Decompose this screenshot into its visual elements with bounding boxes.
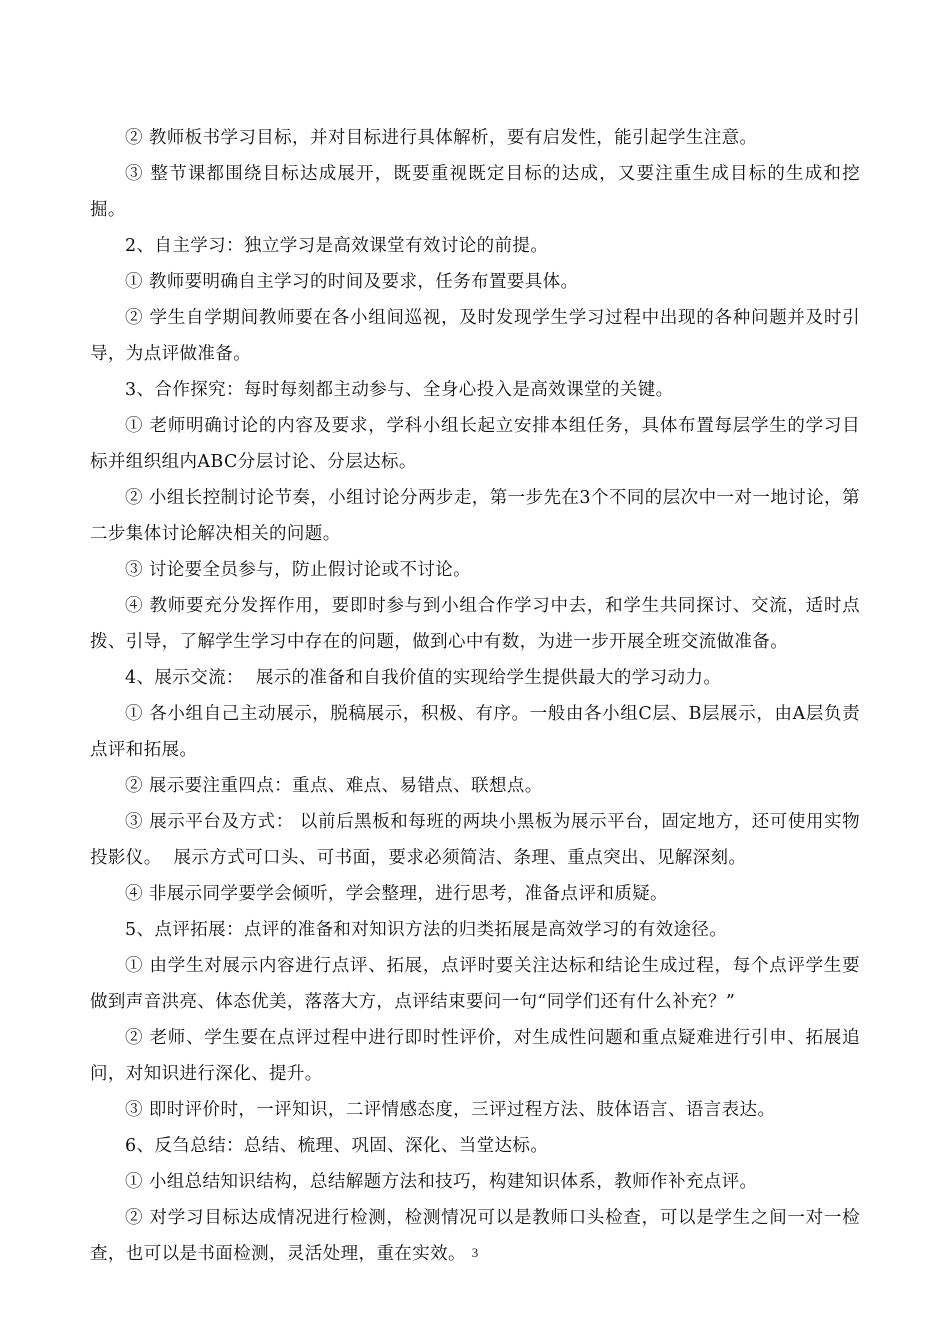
paragraph: ① 老师明确讨论的内容及要求，学科小组长起立安排本组任务，具体布置每层学生的学习目标并组织组内ABC分层讨论、分层达标。 <box>90 416 860 472</box>
page-number: 3 <box>471 1245 479 1260</box>
paragraph: ② 小组长控制讨论节奏，小组讨论分两步走，第一步先在3个不同的层次中一对一地讨论，第二步集体讨论解决相关的问题。 <box>90 488 860 544</box>
paragraph: ② 教师板书学习目标，并对目标进行具体解析，要有启发性，能引起学生注意。 <box>125 128 758 148</box>
paragraph: ③ 整节课都围绕目标达成展开，既要重视既定目标的达成，又要注重生成目标的生成和挖掘。 <box>90 164 860 220</box>
document-body <box>90 120 860 1272</box>
paragraph: ① 教师要明确自主学习的时间及要求，任务布置要具体。 <box>125 272 579 292</box>
section-heading: 6、反刍总结：总结、梳理、巩固、深化、当堂达标。 <box>125 1136 549 1156</box>
section-heading: 4、展示交流： 展示的准备和自我价值的实现给学生提供最大的学习动力。 <box>125 668 722 688</box>
paragraph: ④ 教师要充分发挥作用，要即时参与到小组合作学习中去，和学生共同探讨、交流，适时点拨、引导，了解学生学习中存在的问题，做到心中有数，为进一步开展全班交流做准备。 <box>90 596 860 652</box>
paragraph: ③ 即时评价时，一评知识，二评情感态度，三评过程方法、肢体语言、语言表达。 <box>125 1100 776 1120</box>
paragraph: ④ 非展示同学要学会倾听，学会整理，进行思考，准备点评和质疑。 <box>125 884 668 904</box>
paragraph: ② 老师、学生要在点评过程中进行即时性评价，对生成性问题和重点疑难进行引申、拓展追问，对知识进行深化、提升。 <box>90 1028 860 1084</box>
paragraph: ③ 讨论要全员参与，防止假讨论或不讨论。 <box>125 560 472 580</box>
paragraph: ② 学生自学期间教师要在各小组间巡视，及时发现学生学习过程中出现的各种问题并及时引导，为点评做准备。 <box>90 308 860 364</box>
section-heading: 2、自主学习：独立学习是高效课堂有效讨论的前提。 <box>125 236 549 256</box>
paragraph: ① 由学生对展示内容进行点评、拓展，点评时要关注达标和结论生成过程，每个点评学生要做到声音洪亮、体态优美，落落大方，点评结束要问一句“同学们还有什么补充？” <box>90 956 860 1012</box>
paragraph: ① 各小组自己主动展示，脱稿展示，积极、有序。一般由各小组C层、B层展示，由A层负责点评和拓展。 <box>90 704 860 760</box>
section-heading: 5、点评拓展：点评的准备和对知识方法的归类拓展是高效学习的有效途径。 <box>125 920 728 940</box>
section-heading: 3、合作探究：每时每刻都主动参与、全身心投入是高效课堂的关键。 <box>125 380 674 400</box>
paragraph: ③ 展示平台及方式： 以前后黑板和每班的两块小黑板为展示平台，固定地方，还可使用实物投影仪。 展示方式可口头、可书面，要求必须简洁、条理、重点突出、见解深刻。 <box>90 812 860 868</box>
paragraph: ② 对学习目标达成情况进行检测，检测情况可以是教师口头检查，可以是学生之间一对一检查，也可以是书面检测，灵活处理，重在实效。 <box>90 1208 860 1264</box>
paragraph: ① 小组总结知识结构，总结解题方法和技巧，构建知识体系，教师作补充点评。 <box>125 1172 758 1192</box>
paragraph: ② 展示要注重四点：重点、难点、易错点、联想点。 <box>125 776 543 796</box>
